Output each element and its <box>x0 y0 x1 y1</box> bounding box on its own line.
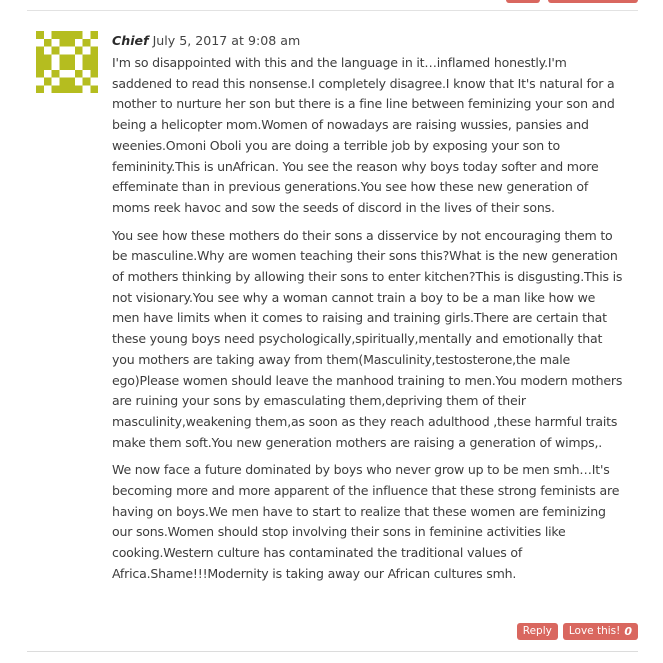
bottom-divider <box>27 651 638 652</box>
previous-reply-button[interactable] <box>506 0 540 3</box>
heart-icon <box>624 624 632 639</box>
comment-body <box>112 53 624 585</box>
love-label: Love this! <box>568 625 621 637</box>
comment-author[interactable]: Chief <box>112 33 149 48</box>
previous-love-button[interactable] <box>548 0 638 3</box>
love-count: 0 <box>624 625 632 638</box>
comment-meta <box>112 32 624 50</box>
comment-paragraph: You see how these mothers do their sons a disservice by not encouraging them to be masculine.Why are women teaching their sons this?What is the new generation of mothers thinking by allowing their sons to enter kitchen?This is disgusting.This is not visionary.You see why a woman cannot train a boy to be a man like how we men have limits when it comes to raising and training girls.There are certain that these young boys need psychologically,spiritually,mentally and emotionally that you mothers are taking away from them(Masculinity,testosterone,the male ego)Please women should leave the manhood training to men.You modern mothers are ruining your sons by emasculating them,depriving them of their masculinity,weakening them,as soon as they reach adulthood ,these harmful traits make them soft.You new generation mothers are raising a generation of wimps,. <box>112 227 623 450</box>
comment-paragraph: I'm so disappointed with this and the language in it…inflamed honestly.I'm saddened to read this nonsense.I completely disagree.I know that It's natural for a mother to nurture her son but there is a fine line between feminizing your son and being a helicopter mom.Women of nowadays are raising wussies, pansies and weenies.Omoni Oboli you are doing a terrible job by exposing your son to femininity.This is unAfrican. You see the reason why boys today softer and more effeminate than in previous generations.You see how these new generation of moms reek havoc and sow the seeds of discord in the lives of their sons. <box>112 55 615 215</box>
comment-date[interactable]: July 5, 2017 at 9:08 am <box>152 33 301 48</box>
love-button[interactable] <box>563 623 638 640</box>
reply-label: Reply <box>522 625 552 637</box>
reply-button[interactable] <box>517 623 558 640</box>
comment <box>112 32 624 592</box>
comment-actions <box>517 623 638 640</box>
avatar <box>36 31 98 93</box>
top-divider <box>27 10 638 11</box>
comment-paragraph: We now face a future dominated by boys who never grow up to be men smh…It's becoming more and more apparent of the influence that these strong feminists are having on boys.We men have to start to realize that these women are feminizing our sons.Women should stop involving their sons in feminine activities like cooking.Western culture has contaminated the traditional values of Africa.Shame!!!Modernity is taking away our African cultures smh. <box>112 462 620 581</box>
